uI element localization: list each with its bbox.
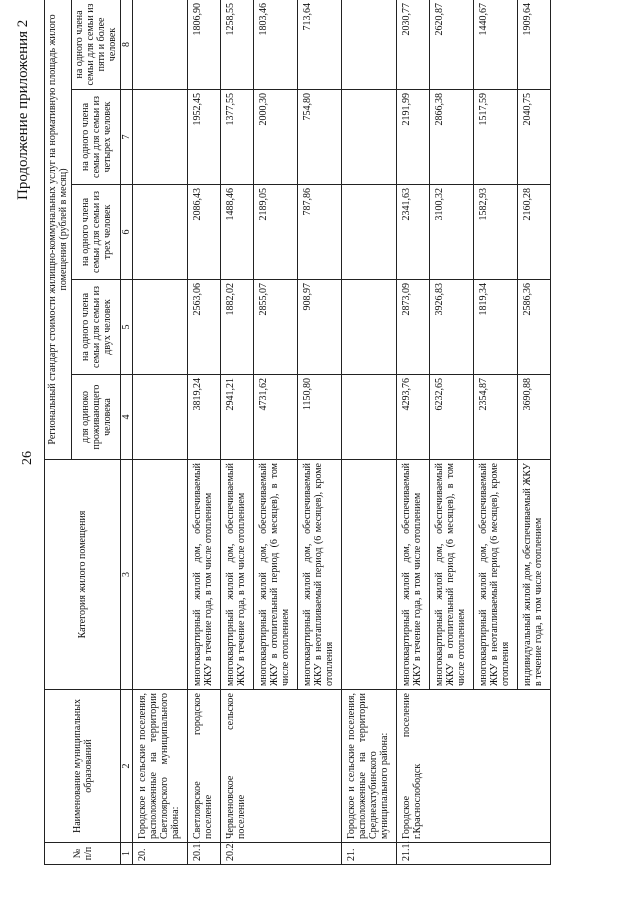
- row-category: [342, 460, 397, 690]
- header-no: № п/п: [45, 843, 121, 865]
- row-category: [133, 460, 188, 690]
- row-no: 20.: [133, 843, 188, 865]
- row-value: 2191,99: [397, 90, 430, 185]
- row-value: 1150,80: [298, 375, 342, 460]
- row-value: 2855,07: [254, 280, 298, 375]
- row-category: многоквартирный жилой дом, обеспечиваемый ЖКУ в отопительный период (6 месяцев), в том числе отоплением: [254, 460, 298, 690]
- row-value: 1440,67: [474, 0, 518, 90]
- row-value: [133, 0, 188, 90]
- header-family-5: на одного члена семьи для семьи из пяти и более человек: [72, 0, 121, 90]
- row-category: многоквартирный жилой дом, обеспечиваемый ЖКУ в отопительный период (6 месяцев), в том числе отоплением: [430, 460, 474, 690]
- row-value: [133, 375, 188, 460]
- row-value: 2873,09: [397, 280, 430, 375]
- row-value: [342, 185, 397, 280]
- col-number: 5: [121, 280, 133, 375]
- row-municipality: Червленовское сельское поселение: [221, 690, 342, 843]
- header-family-2: на одного члена семьи для семьи из двух человек: [72, 280, 121, 375]
- row-value: 1517,59: [474, 90, 518, 185]
- col-number: 1: [121, 843, 133, 865]
- row-value: [342, 0, 397, 90]
- housing-cost-standard-table: [44, 0, 551, 865]
- row-value: 2563,06: [188, 280, 221, 375]
- row-no: 20.2.: [221, 843, 342, 865]
- row-value: 908,97: [298, 280, 342, 375]
- row-category: многоквартирный жилой дом, обеспечиваемый ЖКУ в течение года, в том числе отоплением: [188, 460, 221, 690]
- row-value: 2354,87: [474, 375, 518, 460]
- header-single: для одиноко проживающего человека: [72, 375, 121, 460]
- row-category: многоквартирный жилой дом, обеспечиваемый ЖКУ в неотапливаемый период (6 месяцев), кроме отопления: [474, 460, 518, 690]
- row-value: [133, 185, 188, 280]
- row-value: 1909,64: [518, 0, 551, 90]
- col-number: 2: [121, 690, 133, 843]
- row-value: 754,80: [298, 90, 342, 185]
- annex-title: Продолжение приложения 2: [15, 19, 31, 200]
- row-value: 4293,76: [397, 375, 430, 460]
- row-value: 1377,55: [221, 90, 254, 185]
- row-value: 4731,62: [254, 375, 298, 460]
- row-value: [133, 90, 188, 185]
- header-standard-group: Региональный стандарт стоимости жилищно-коммунальных услуг на нормативную площадь жилого помещения (рублей в месяц): [45, 0, 72, 460]
- row-municipality: Светлоярское городское поселение: [188, 690, 221, 843]
- row-municipality: Городское и сельские поселения, расположенные на территории Среднеахтубинского муниципального района:: [342, 690, 397, 843]
- row-value: 3819,24: [188, 375, 221, 460]
- row-value: 2586,36: [518, 280, 551, 375]
- row-value: [342, 375, 397, 460]
- row-municipality: Городское и сельские поселения, расположенные на территории Светлоярского муниципального района:: [133, 690, 188, 843]
- header-row-main: [45, 0, 72, 865]
- row-value: 1803,46: [254, 0, 298, 90]
- row-value: 1806,90: [188, 0, 221, 90]
- header-category: Категория жилого помещения: [45, 460, 121, 690]
- row-category: многоквартирный жилой дом, обеспечиваемый ЖКУ в неотапливаемый период (6 месяцев), кроме отопления: [298, 460, 342, 690]
- row-category: многоквартирный жилой дом, обеспечиваемый ЖКУ в течение года, в том числе отоплением: [221, 460, 254, 690]
- row-value: [342, 280, 397, 375]
- row-value: 2086,43: [188, 185, 221, 280]
- table-row: [397, 0, 430, 865]
- row-value: 2866,38: [430, 90, 474, 185]
- table-row: [188, 0, 221, 865]
- row-value: [133, 280, 188, 375]
- row-category: индивидуальный жилой дом, обеспечиваемый ЖКУ в течение года, в том числе отоплением: [518, 460, 551, 690]
- header-row-column-numbers: [121, 0, 133, 865]
- row-value: 6232,65: [430, 375, 474, 460]
- row-value: 2341,63: [397, 185, 430, 280]
- row-value: 3690,88: [518, 375, 551, 460]
- table-row: [342, 0, 397, 865]
- table-row: [133, 0, 188, 865]
- header-family-4: на одного члена семьи для семьи из четырех человек: [72, 90, 121, 185]
- col-number: 3: [121, 460, 133, 690]
- row-municipality: Городское поселение г.Краснослободск: [397, 690, 551, 843]
- row-value: 1488,46: [221, 185, 254, 280]
- row-no: 21.: [342, 843, 397, 865]
- row-value: [342, 90, 397, 185]
- row-no: 21.1.: [397, 843, 551, 865]
- row-value: 787,86: [298, 185, 342, 280]
- row-value: 2160,28: [518, 185, 551, 280]
- header-family-3: на одного члена семьи для семьи из трех человек: [72, 185, 121, 280]
- row-value: 1952,45: [188, 90, 221, 185]
- row-value: 2941,21: [221, 375, 254, 460]
- col-number: 4: [121, 375, 133, 460]
- row-value: 2030,77: [397, 0, 430, 90]
- header-municipality: Наименование муниципальных образований: [45, 690, 121, 843]
- row-value: 2620,87: [430, 0, 474, 90]
- row-value: 1819,34: [474, 280, 518, 375]
- row-value: 2040,75: [518, 90, 551, 185]
- row-value: 713,64: [298, 0, 342, 90]
- row-value: 2189,05: [254, 185, 298, 280]
- row-value: 1582,93: [474, 185, 518, 280]
- row-category: многоквартирный жилой дом, обеспечиваемый ЖКУ в течение года, в том числе отоплением: [397, 460, 430, 690]
- row-value: 1258,55: [221, 0, 254, 90]
- row-value: 1882,02: [221, 280, 254, 375]
- row-value: 3100,32: [430, 185, 474, 280]
- col-number: 8: [121, 0, 133, 90]
- col-number: 7: [121, 90, 133, 185]
- page-number: 26: [20, 451, 35, 465]
- col-number: 6: [121, 185, 133, 280]
- row-no: 20.1.: [188, 843, 221, 865]
- table-row: [221, 0, 254, 865]
- row-value: 3926,83: [430, 280, 474, 375]
- row-value: 2000,30: [254, 90, 298, 185]
